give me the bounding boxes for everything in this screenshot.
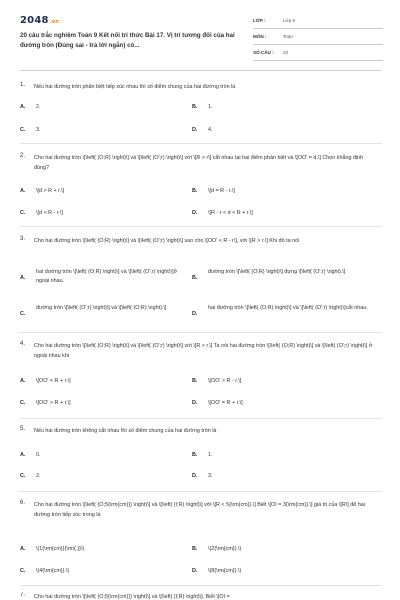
question-divider: [20, 226, 382, 227]
socau-value: 20: [283, 50, 289, 55]
option-letter: C.: [20, 400, 26, 406]
option-text: 3.: [36, 127, 41, 133]
option-text: \[d < R - r.\]: [36, 210, 63, 216]
lop-value: Lớp 9: [283, 18, 295, 23]
option-text: 2.: [36, 104, 41, 110]
option-text: 2.: [36, 473, 41, 479]
question-number: 7.: [20, 592, 26, 598]
question-number: 6.: [20, 500, 26, 506]
option-text: hai đường tròn \[\left( (O;R) \right)\] và \[\left( (O';r) \right)\]cắt nhau.: [208, 305, 368, 311]
option-text: \[OO' > R - r.\]: [208, 378, 242, 384]
option-text: \(2{\rm{cm}}.\): [208, 546, 242, 552]
option-letter: D.: [192, 400, 198, 406]
logo-text: 2048: [20, 15, 49, 26]
option-text: \(8{\rm{cm}}.\): [208, 568, 242, 574]
page-header: [0, 0, 400, 72]
question-text: Cho hai đường tròn \[\left( (O;5{\rm{cm}}) \right)\] và \[\left( (I;R) \right)\] với \[R < 5{\rm{cm}}.\] Biết \[OI = 3{\rm{cm}}.\] giá trị của \[R\] để hai đường tròn tiếp xúc trong là: [34, 502, 365, 518]
option-letter: B.: [192, 378, 198, 384]
question-7: [20, 592, 382, 600]
option-letter: C.: [20, 210, 26, 216]
question-text: Cho hai đường tròn \[\left( (O;5{\rm{cm}}) \right)\] và \[\left( (I;R) \right)\]. Biết \[OI =: [34, 594, 230, 600]
site-logo[interactable]: [20, 15, 59, 26]
lop-label: LỚP :: [253, 18, 266, 23]
option-letter: C.: [20, 311, 26, 317]
option-text: \[d > R + r.\]: [36, 188, 65, 194]
meta-row-lop: [253, 13, 383, 29]
mon-value: Toán: [283, 34, 293, 39]
question-number: 2.: [20, 153, 26, 159]
option-letter: D.: [192, 127, 198, 133]
question-number: 1.: [20, 82, 26, 88]
option-letter: B.: [192, 104, 198, 110]
option-text: \[R - r < d < R + r.\]: [208, 210, 253, 216]
option-letter: A.: [20, 378, 26, 384]
option-letter: B.: [192, 188, 198, 194]
question-number: 5.: [20, 426, 26, 432]
header-divider: [20, 70, 382, 71]
question-text: Cho hai đường tròn \[\left( (O;R) \right)\] và \[\left( (O';r) \right)\] với \[R > r.\] Ta nói hai đường tròn \[\left( (O;R) \right)\] và \[\left( (O';r) \right)\] ở ngoài nhau khi: [34, 343, 373, 359]
question-text: Nếu hai đường tròn không cắt nhau thì số điểm chung của hai đường tròn là: [34, 428, 217, 434]
logo-suffix: .vn: [49, 19, 59, 25]
option-letter: A.: [20, 188, 26, 194]
option-letter: B.: [192, 275, 198, 281]
question-number: 4.: [20, 341, 26, 347]
question-divider: [20, 491, 382, 492]
option-letter: B.: [192, 546, 198, 552]
option-letter: D.: [192, 311, 198, 317]
option-text: 3.: [208, 473, 213, 479]
option-letter: C.: [20, 473, 26, 479]
question-2: [20, 153, 382, 173]
document-title: 20 câu trắc nghiệm Toán 9 Kết nối tri thức Bài 17. Vị trí tương đối của hai đường tròn (Đúng sai - trả lời ngắn) có...: [20, 32, 235, 49]
option-text: \[OO' = R + r.\]: [208, 400, 243, 406]
option-text: 4.: [208, 127, 213, 133]
option-letter: D.: [192, 210, 198, 216]
question-divider: [20, 143, 382, 144]
option-text: đường tròn \[\left( (O;R) \right)\] đựng \[\left( (O';r) \right).\]: [208, 269, 346, 275]
question-text: Cho hai đường tròn \[\left( (O;R) \right)\] và \[\left( (O';r) \right)\] sao cho \[OO' < R - r\], với \[R > r.\] Khi đó ta nói: [34, 238, 300, 244]
option-text: đường tròn \[\left( (O';r) \right)\] và \[\left( (O;R) \right).\]: [36, 305, 167, 311]
option-text: \[OO' > R + r.\]: [36, 400, 71, 406]
question-number: 3.: [20, 236, 26, 242]
option-text: \[d = R - r.\]: [208, 188, 235, 194]
socau-label: SỐ CÂU :: [253, 50, 274, 55]
option-letter: D.: [192, 473, 198, 479]
meta-box: [253, 13, 383, 61]
option-text: 0.: [36, 452, 41, 458]
question-divider: [20, 585, 382, 586]
option-letter: A.: [20, 546, 26, 552]
option-text: hai đường tròn \[\left( (O;R) \right)\] và \[\left( (O';r) \right)\]ở ngoài nhau.: [36, 269, 178, 284]
option-text: 1.: [208, 104, 213, 110]
meta-row-socau: [253, 45, 383, 61]
option-text: \(4{\rm{cm}}.\): [36, 568, 70, 574]
option-letter: B.: [192, 452, 198, 458]
option-text: \[OO' < R + r.\]: [36, 378, 71, 384]
question-divider: [20, 332, 382, 333]
question-divider: [20, 418, 382, 419]
option-letter: D.: [192, 568, 198, 574]
option-text: \(1{\rm{cm}}{\rm{.}}\): [36, 546, 85, 552]
option-text: 1.: [208, 452, 213, 458]
meta-row-mon: [253, 29, 383, 45]
mon-label: MÔN :: [253, 34, 267, 39]
question-text: Nếu hai đường tròn phân biệt tiếp xúc nhau thì số điểm chung của hai đường tròn là: [34, 84, 236, 90]
question-text: Cho hai đường tròn \[\left( (O;R) \right)\] và \[\left( (O';r) \right)\] với \[R > r\] cắt nhau tại hai điểm phân biệt và \[OO' = d.\] Chọn khẳng định đúng?: [34, 155, 364, 171]
option-letter: A.: [20, 104, 26, 110]
option-letter: A.: [20, 452, 26, 458]
option-letter: C.: [20, 127, 26, 133]
option-letter: A.: [20, 275, 26, 281]
option-letter: C.: [20, 568, 26, 574]
